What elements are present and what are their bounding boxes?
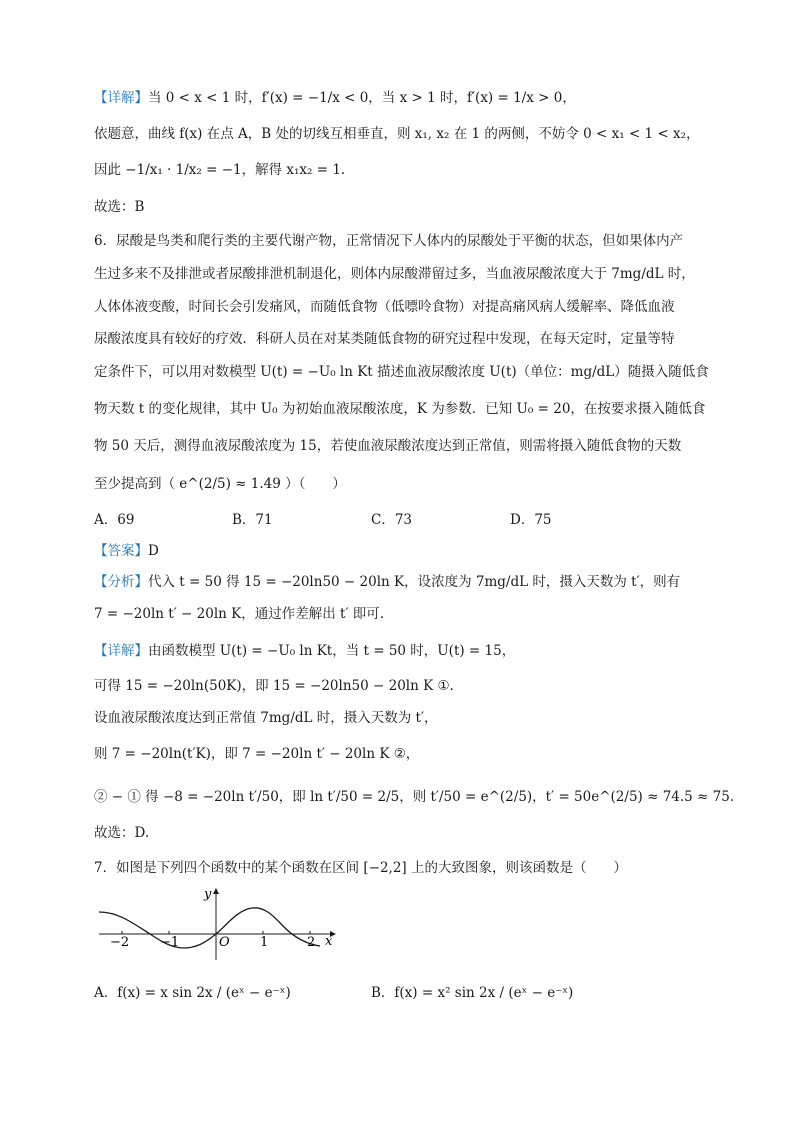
q6-detail-line1 [94, 641, 515, 661]
q6-detail-line3: 设血液尿酸浓度达到正常值 7mg/dL 时，摄入天数为 t′， [94, 710, 438, 726]
q6-option-b: B．71 [232, 512, 273, 528]
answer-tag: 【答案】 [94, 543, 148, 559]
q6-option-c: C．73 [371, 512, 413, 528]
q6-stem-line8: 至少提高到（ e^(2/5) ≈ 1.49 ）（ ） [94, 476, 346, 492]
q6-option-a: A．69 [94, 512, 135, 528]
q6-answer-value: D [148, 543, 159, 559]
q6-stem-line7: 物 50 天后，测得血液尿酸浓度为 15，若使血液尿酸浓度达到正常值，则需将摄入随低食物的天数 [94, 438, 682, 454]
q6-answer-line [94, 541, 159, 561]
q6-stem-line2: 生过多来不及排泄或者尿酸排泄机制退化，则体内尿酸滞留过多，当血液尿酸浓度大于 7mg/dL 时， [94, 266, 695, 282]
tick-label: −1 [160, 935, 180, 950]
function-curve [99, 908, 320, 948]
tick-label: 1 [260, 935, 269, 950]
detail-tag: 【详解】 [94, 90, 148, 106]
q6-stem-line3: 人体体液变酸，时间长会引发痛风，而随低食物（低嘌呤食物）对提高痛风病人缓解率、降低血液 [94, 299, 675, 315]
q6-choice-line: 故选：D. [94, 825, 150, 841]
q5-detail-line2: 依题意，曲线 f(x) 在点 A，B 处的切线互相垂直，则 x₁, x₂ 在 1 的两侧，不妨令 0 < x₁ < 1 < x₂， [94, 126, 700, 142]
q5-detail-line1 [94, 88, 576, 108]
q5-choice-line: 故选：B [94, 199, 145, 215]
detail-tag-2: 【详解】 [94, 643, 148, 659]
q7-option-a: A．f(x) = x sin 2x / (eˣ − e⁻ˣ) [94, 985, 291, 1001]
q7-function-graph [94, 884, 344, 964]
q6-option-d: D．75 [510, 512, 552, 528]
y-axis-arrow-icon [213, 888, 219, 894]
q6-stem-line5: 定条件下，可以用对数模型 U(t) = −U₀ ln Kt 描述血液尿酸浓度 U(t)（单位：mg/dL）随摄入随低食 [94, 364, 709, 380]
q7-stem: 7．如图是下列四个函数中的某个函数在区间 [−2,2] 上的大致图象，则该函数是（ ） [94, 860, 627, 876]
q6-detail-line4: 则 7 = −20ln(t′K)，即 7 = −20ln t′ − 20ln K ②， [94, 746, 420, 762]
q6-stem-line6: 物天数 t 的变化规律，其中 U₀ 为初始血液尿酸浓度，K 为参数．已知 U₀ = 20，在按要求摄入随低食 [94, 401, 706, 417]
q6-detail-line5: ② − ① 得 −8 = −20ln t′/50，即 ln t′/50 = 2/5，则 t′/50 = e^(2/5)，t′ = 50e^(2/5) ≈ 74.5 ≈ 75. [94, 789, 735, 805]
analysis-tag: 【分析】 [94, 574, 148, 590]
q6-analysis-line2: 7 = −20ln t′ − 20ln K，通过作差解出 t′ 即可. [94, 606, 385, 622]
tick-label: −2 [110, 935, 130, 950]
q6-stem-line4: 尿酸浓度具有较好的疗效．科研人员在对某类随低食物的研究过程中发现，在每天定时，定量等特 [94, 331, 675, 347]
y-axis-label: y [204, 887, 212, 902]
q6-detail-line2: 可得 15 = −20ln(50K)，即 15 = −20ln50 − 20ln K ①. [94, 678, 454, 694]
q5-detail-line3: 因此 −1/x₁ · 1/x₂ = −1，解得 x₁x₂ = 1. [94, 162, 346, 178]
q6-analysis-line1 [94, 572, 680, 592]
q6-stem-line1: 6．尿酸是鸟类和爬行类的主要代谢产物，正常情况下人体内的尿酸处于平衡的状态，但如果体内产 [94, 233, 684, 249]
q6-analysis-text1: 代入 t = 50 得 15 = −20ln50 − 20ln K，设浓度为 7mg/dL 时，摄入天数为 t′，则有 [148, 574, 681, 590]
origin-label: O [219, 935, 230, 950]
q6-detail-text1: 由函数模型 U(t) = −U₀ ln Kt，当 t = 50 时，U(t) = 15， [148, 643, 516, 659]
q5-detail-text1: 当 0 < x < 1 时，f′(x) = −1/x < 0，当 x > 1 时，f′(x) = 1/x > 0， [148, 90, 576, 106]
x-axis-label: x [325, 934, 333, 949]
q7-option-b: B．f(x) = x² sin 2x / (eˣ − e⁻ˣ) [371, 985, 574, 1001]
tick-label: 2 [307, 935, 316, 950]
